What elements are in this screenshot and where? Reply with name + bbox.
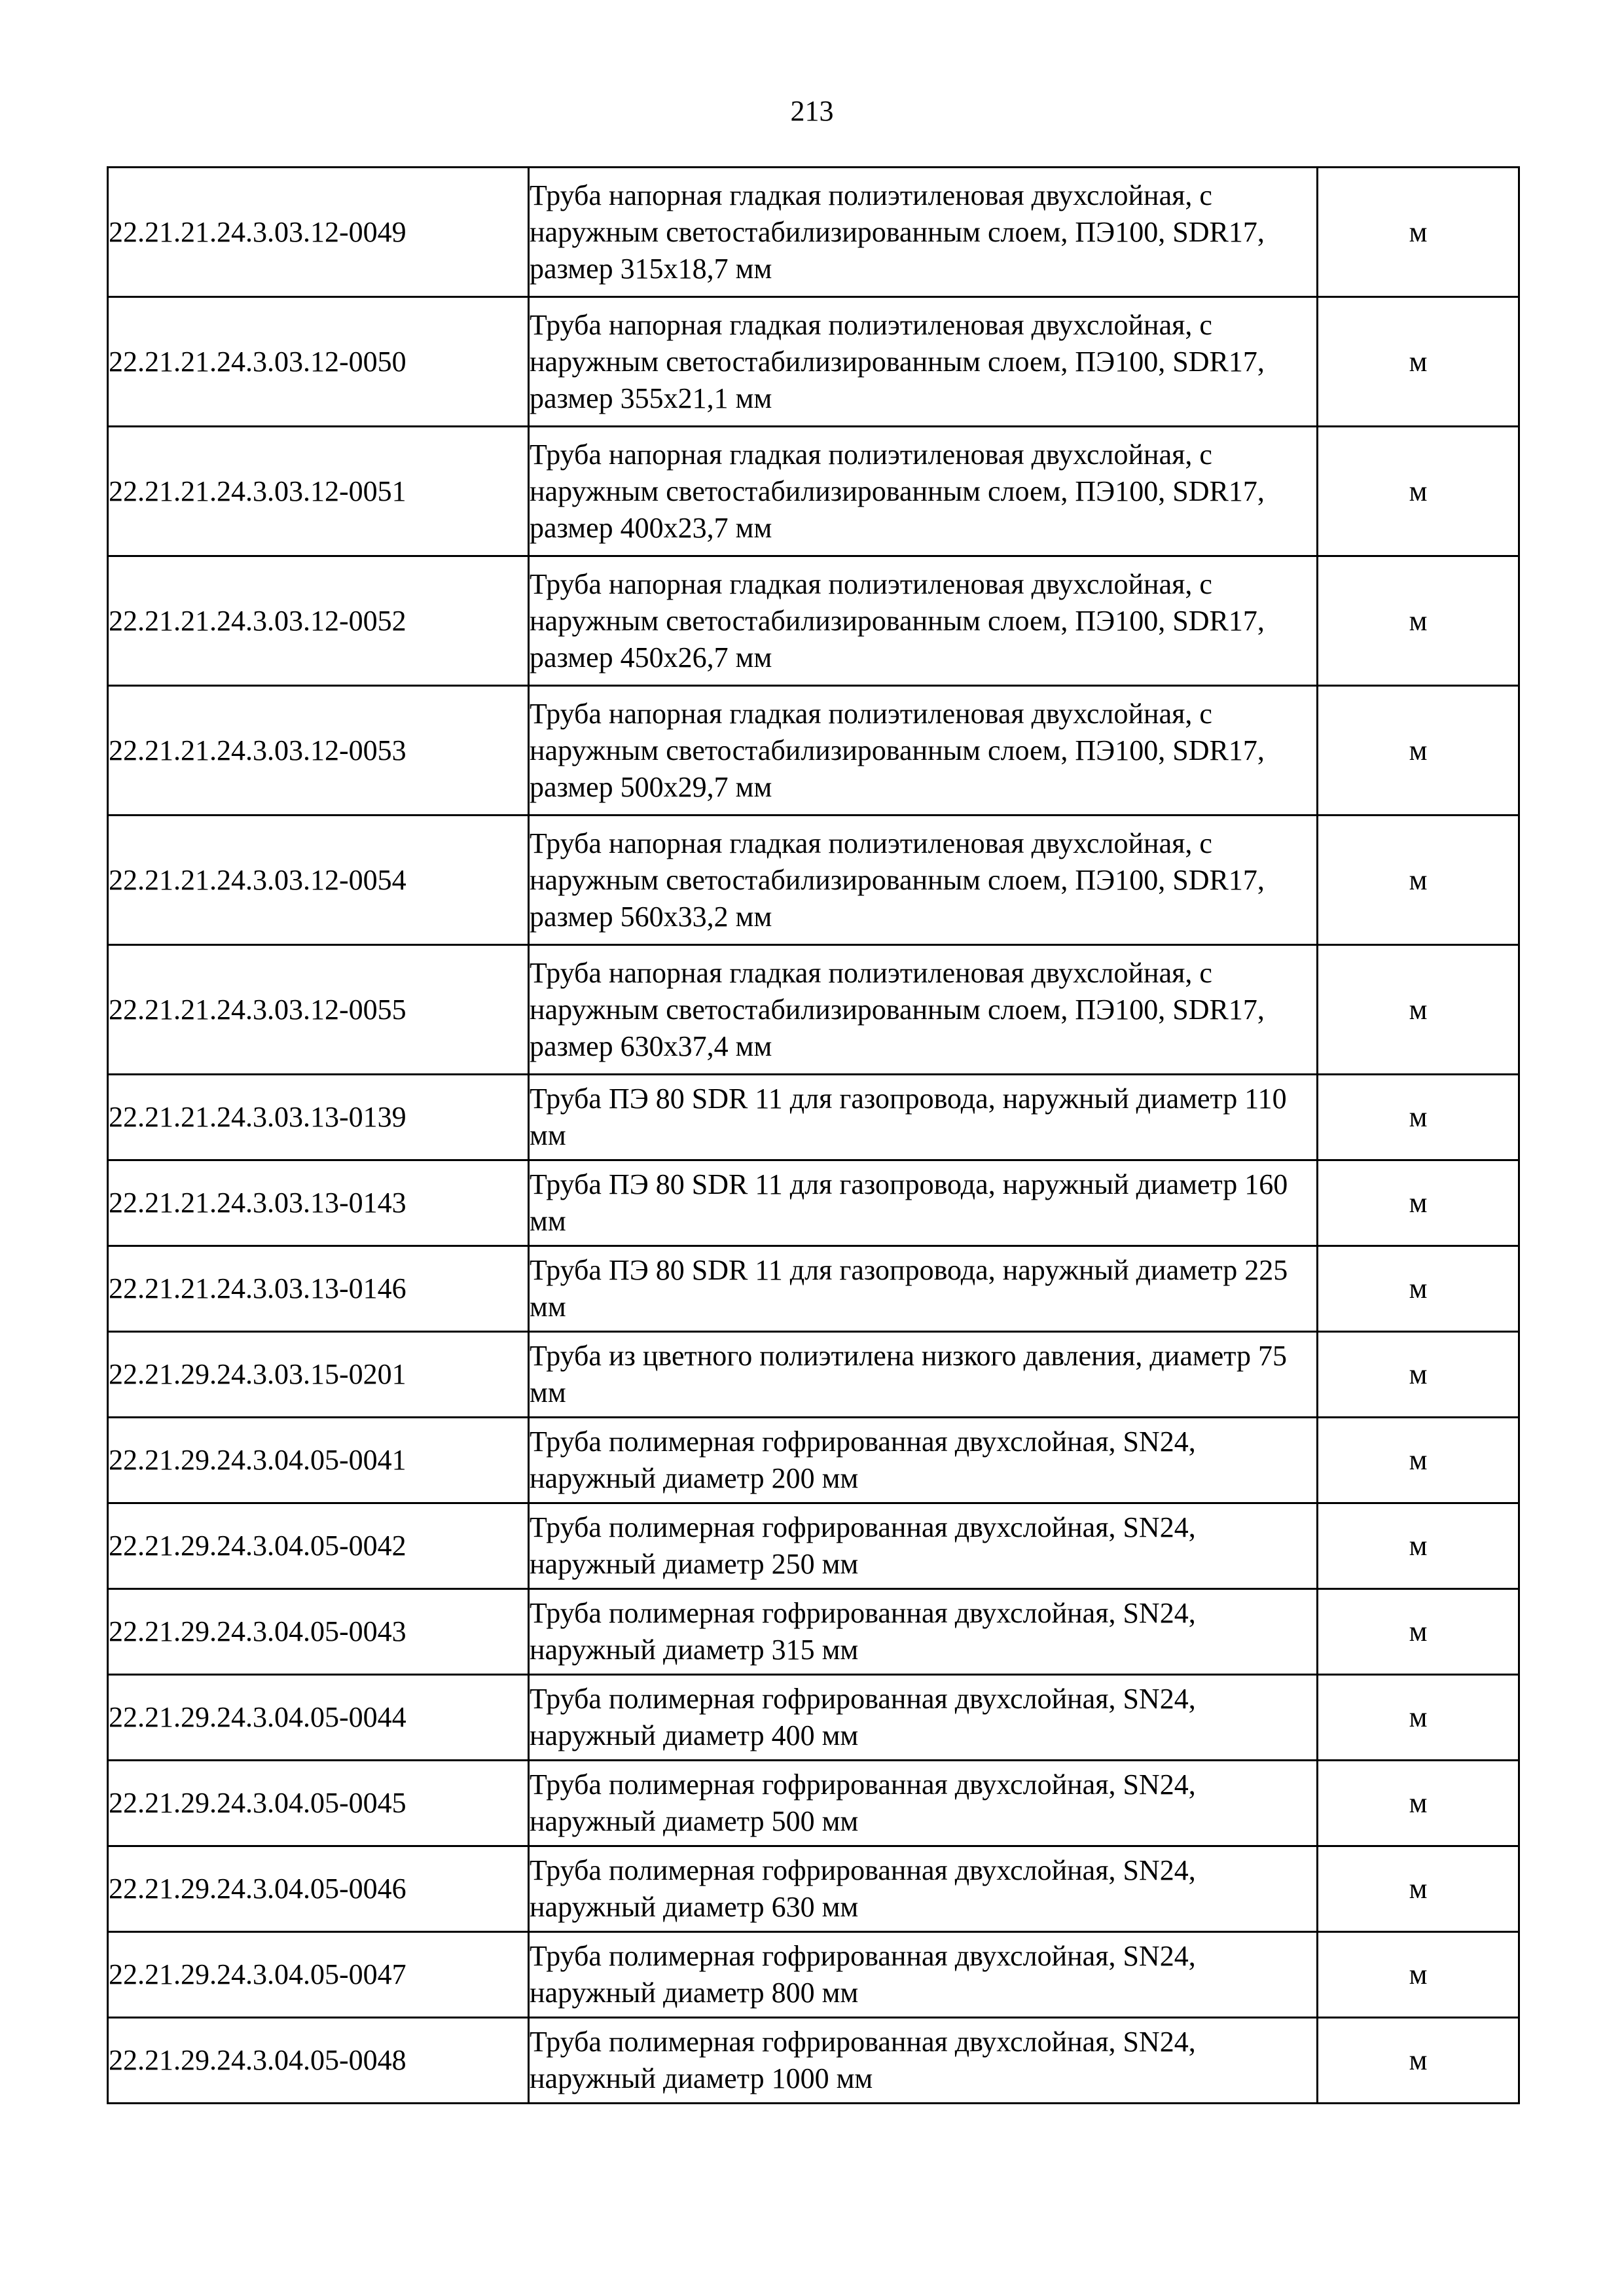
item-code: 22.21.21.24.3.03.12-0049 <box>108 168 529 297</box>
item-code: 22.21.21.24.3.03.12-0051 <box>108 427 529 556</box>
item-code: 22.21.29.24.3.04.05-0042 <box>108 1503 529 1589</box>
item-name: Труба полимерная гофрированная двухслойная, SN24, наружный диаметр 1000 мм <box>529 2018 1318 2104</box>
table-row <box>108 1846 1519 1932</box>
item-name: Труба из цветного полиэтилена низкого давления, диаметр 75 мм <box>529 1332 1318 1418</box>
table-row <box>108 1246 1519 1332</box>
table-row <box>108 1932 1519 2018</box>
item-code: 22.21.29.24.3.04.05-0044 <box>108 1675 529 1761</box>
item-code: 22.21.29.24.3.04.05-0047 <box>108 1932 529 2018</box>
item-name: Труба полимерная гофрированная двухслойная, SN24, наружный диаметр 630 мм <box>529 1846 1318 1932</box>
item-code: 22.21.21.24.3.03.12-0050 <box>108 297 529 427</box>
item-unit: м <box>1318 1418 1519 1503</box>
item-name: Труба напорная гладкая полиэтиленовая двухслойная, с наружным светостабилизированным слоем, ПЭ100, SDR17, размер 500х29,7 мм <box>529 686 1318 816</box>
item-name: Труба ПЭ 80 SDR 11 для газопровода, наружный диаметр 110 мм <box>529 1075 1318 1160</box>
item-unit: м <box>1318 168 1519 297</box>
item-name: Труба полимерная гофрированная двухслойная, SN24, наружный диаметр 500 мм <box>529 1761 1318 1846</box>
table-row <box>108 168 1519 297</box>
item-name: Труба полимерная гофрированная двухслойная, SN24, наружный диаметр 800 мм <box>529 1932 1318 2018</box>
item-unit: м <box>1318 297 1519 427</box>
item-unit: м <box>1318 1846 1519 1932</box>
table-row <box>108 556 1519 686</box>
table-row <box>108 945 1519 1075</box>
item-code: 22.21.29.24.3.04.05-0045 <box>108 1761 529 1846</box>
item-unit: м <box>1318 1075 1519 1160</box>
item-code: 22.21.29.24.3.04.05-0041 <box>108 1418 529 1503</box>
item-code: 22.21.21.24.3.03.12-0053 <box>108 686 529 816</box>
item-unit: м <box>1318 1503 1519 1589</box>
item-unit: м <box>1318 1332 1519 1418</box>
item-unit: м <box>1318 1761 1519 1846</box>
table-row <box>108 686 1519 816</box>
table-row <box>108 1075 1519 1160</box>
item-code: 22.21.21.24.3.03.13-0139 <box>108 1075 529 1160</box>
item-code: 22.21.21.24.3.03.12-0052 <box>108 556 529 686</box>
item-name: Труба полимерная гофрированная двухслойная, SN24, наружный диаметр 400 мм <box>529 1675 1318 1761</box>
item-unit: м <box>1318 1675 1519 1761</box>
item-code: 22.21.29.24.3.03.15-0201 <box>108 1332 529 1418</box>
item-unit: м <box>1318 1246 1519 1332</box>
item-name: Труба полимерная гофрированная двухслойная, SN24, наружный диаметр 200 мм <box>529 1418 1318 1503</box>
item-name: Труба напорная гладкая полиэтиленовая двухслойная, с наружным светостабилизированным слоем, ПЭ100, SDR17, размер 450х26,7 мм <box>529 556 1318 686</box>
item-unit: м <box>1318 556 1519 686</box>
item-unit: м <box>1318 1589 1519 1675</box>
item-code: 22.21.21.24.3.03.13-0146 <box>108 1246 529 1332</box>
item-code: 22.21.29.24.3.04.05-0043 <box>108 1589 529 1675</box>
item-code: 22.21.21.24.3.03.13-0143 <box>108 1160 529 1246</box>
item-name: Труба полимерная гофрированная двухслойная, SN24, наружный диаметр 315 мм <box>529 1589 1318 1675</box>
table-row <box>108 2018 1519 2104</box>
table-row <box>108 1589 1519 1675</box>
item-name: Труба напорная гладкая полиэтиленовая двухслойная, с наружным светостабилизированным слоем, ПЭ100, SDR17, размер 630х37,4 мм <box>529 945 1318 1075</box>
item-name: Труба ПЭ 80 SDR 11 для газопровода, наружный диаметр 225 мм <box>529 1246 1318 1332</box>
item-unit: м <box>1318 686 1519 816</box>
item-name: Труба напорная гладкая полиэтиленовая двухслойная, с наружным светостабилизированным слоем, ПЭ100, SDR17, размер 355х21,1 мм <box>529 297 1318 427</box>
item-code: 22.21.29.24.3.04.05-0048 <box>108 2018 529 2104</box>
item-name: Труба напорная гладкая полиэтиленовая двухслойная, с наружным светостабилизированным слоем, ПЭ100, SDR17, размер 315х18,7 мм <box>529 168 1318 297</box>
table-row <box>108 1160 1519 1246</box>
item-name: Труба напорная гладкая полиэтиленовая двухслойная, с наружным светостабилизированным слоем, ПЭ100, SDR17, размер 400х23,7 мм <box>529 427 1318 556</box>
table-row <box>108 1675 1519 1761</box>
item-unit: м <box>1318 2018 1519 2104</box>
table-row <box>108 816 1519 945</box>
table-row <box>108 1332 1519 1418</box>
page-number: 213 <box>790 95 834 127</box>
item-code: 22.21.21.24.3.03.12-0055 <box>108 945 529 1075</box>
table-row <box>108 1418 1519 1503</box>
items-table <box>107 166 1520 2104</box>
item-code: 22.21.29.24.3.04.05-0046 <box>108 1846 529 1932</box>
table-row <box>108 1503 1519 1589</box>
item-unit: м <box>1318 1160 1519 1246</box>
item-code: 22.21.21.24.3.03.12-0054 <box>108 816 529 945</box>
table-row <box>108 1761 1519 1846</box>
item-unit: м <box>1318 816 1519 945</box>
table-row <box>108 427 1519 556</box>
item-name: Труба ПЭ 80 SDR 11 для газопровода, наружный диаметр 160 мм <box>529 1160 1318 1246</box>
table-row <box>108 297 1519 427</box>
item-unit: м <box>1318 427 1519 556</box>
item-name: Труба напорная гладкая полиэтиленовая двухслойная, с наружным светостабилизированным слоем, ПЭ100, SDR17, размер 560х33,2 мм <box>529 816 1318 945</box>
item-name: Труба полимерная гофрированная двухслойная, SN24, наружный диаметр 250 мм <box>529 1503 1318 1589</box>
item-unit: м <box>1318 1932 1519 2018</box>
item-unit: м <box>1318 945 1519 1075</box>
